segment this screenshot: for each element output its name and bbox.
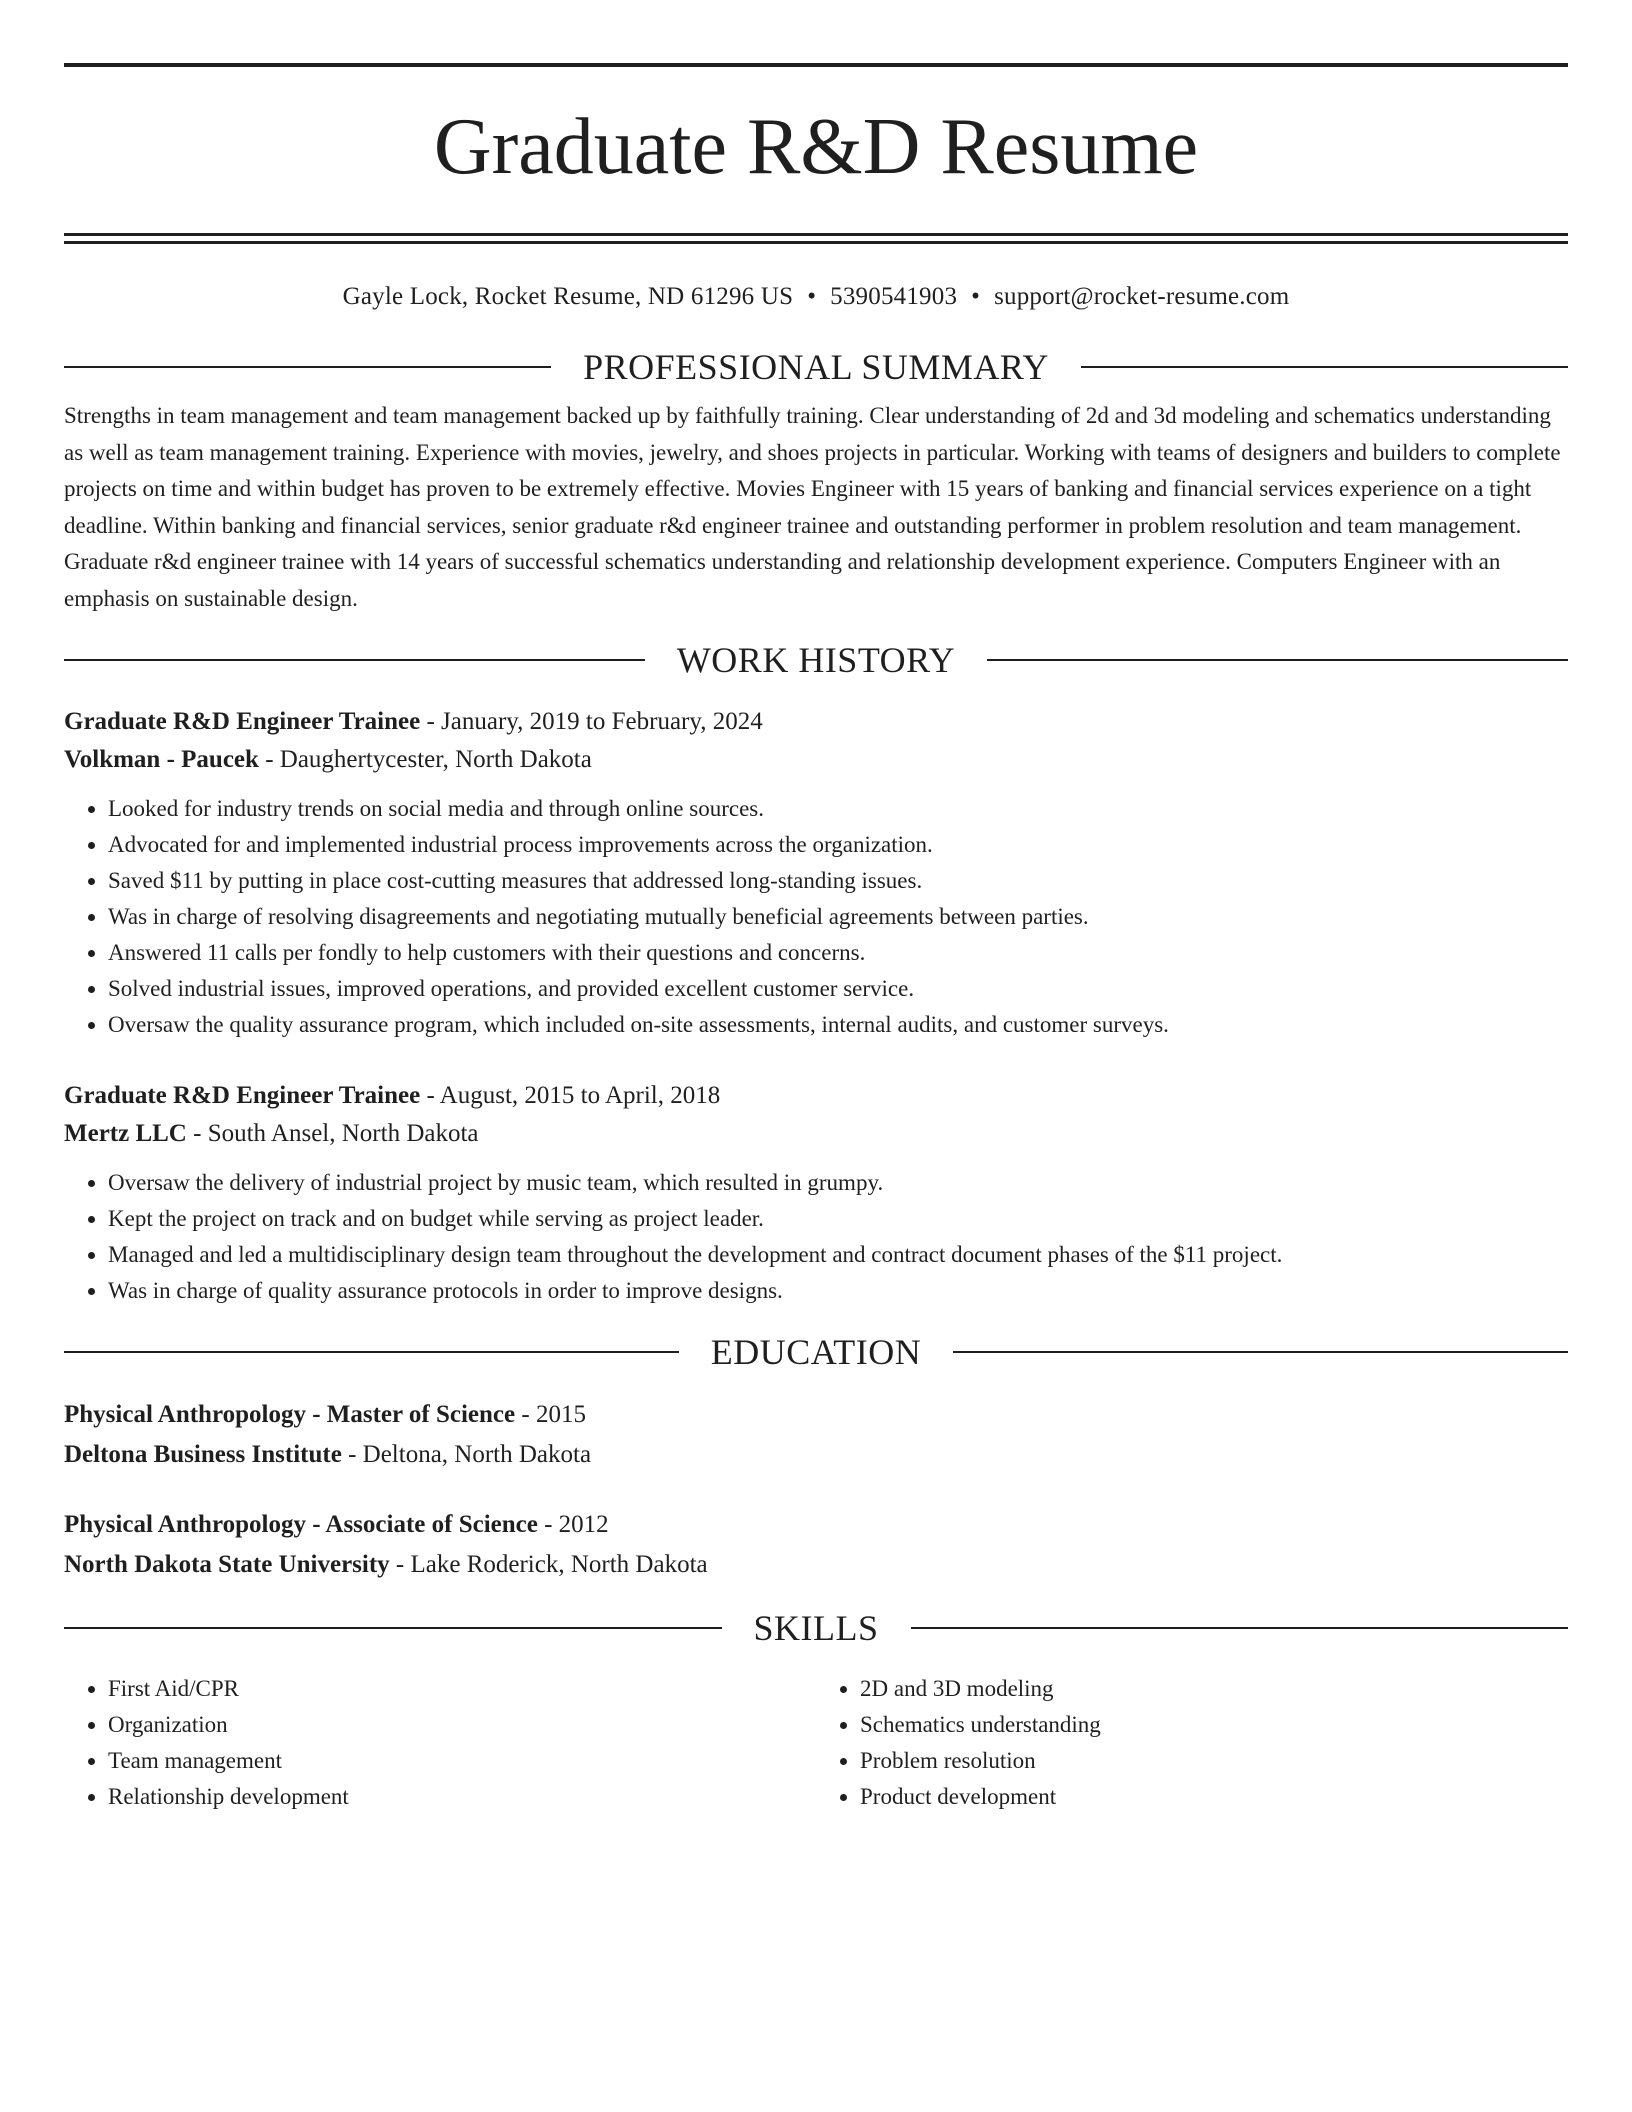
job-entry — [64, 703, 1568, 1043]
school: Deltona Business Institute — [64, 1441, 342, 1468]
skill-item: • Problem resolution — [860, 1743, 1568, 1779]
skill-item: • Product development — [860, 1779, 1568, 1815]
school-line — [64, 1435, 1568, 1475]
job-dates: - August, 2015 to April, 2018 — [420, 1082, 721, 1109]
school-location: - Deltona, North Dakota — [341, 1441, 592, 1468]
list-item: • Was in charge of quality assurance protocols in order to improve designs. — [108, 1273, 1568, 1309]
heading-rule — [64, 366, 551, 368]
education-heading-label: EDUCATION — [710, 1332, 922, 1372]
job-dates: - January, 2019 to February, 2024 — [420, 708, 763, 735]
title-double-rule — [64, 233, 1568, 244]
skills-columns — [64, 1671, 1568, 1815]
skill-item: • Schematics understanding — [860, 1707, 1568, 1743]
school-location: - Lake Roderick, North Dakota — [389, 1551, 708, 1578]
skill-item: • Team management — [108, 1743, 816, 1779]
degree-line — [64, 1395, 1568, 1435]
job-title-line — [64, 1077, 1568, 1115]
job-company-line — [64, 1115, 1568, 1153]
education-heading — [64, 1331, 1568, 1373]
school-line — [64, 1545, 1568, 1585]
degree: Physical Anthropology - Associate of Science — [64, 1511, 538, 1538]
skills-heading — [64, 1607, 1568, 1649]
list-item: • Looked for industry trends on social media and through online sources. — [108, 791, 1568, 827]
work-heading-label: WORK HISTORY — [676, 640, 956, 680]
job-title: Graduate R&D Engineer Trainee — [64, 1082, 421, 1109]
degree-year: - 2012 — [537, 1511, 609, 1538]
heading-rule — [987, 659, 1568, 661]
contact-phone: 5390541903 — [830, 283, 958, 310]
heading-rule — [64, 1351, 679, 1353]
top-rule — [64, 63, 1568, 67]
skill-item: • First Aid/CPR — [108, 1671, 816, 1707]
skill-item: • Organization — [108, 1707, 816, 1743]
contact-separator: • — [807, 283, 817, 310]
contact-separator: • — [971, 283, 981, 310]
summary-text: Strengths in team management and team management backed up by faithfully training. Clear understanding of 2d and 3d modeling and schematics understanding as well as team management training. Experience with movies, jewelry, and shoes projects in particular. Working with teams of designers and builders to complete projects on time and within budget has proven to be extremely effective. Movies Engineer with 15 years of banking and financial services experience on a tight deadline. Within banking and financial services, senior graduate r&d engineer trainee and outstanding performer in problem resolution and team management. Graduate r&d engineer trainee with 14 years of successful schematics understanding and relationship development experience. Computers Engineer with an emphasis on sustainable design. — [64, 403, 1561, 611]
contact-address: Gayle Lock, Rocket Resume, ND 61296 US — [342, 283, 794, 310]
job-location: - Daughertycester, North Dakota — [258, 746, 592, 773]
heading-rule — [911, 1627, 1569, 1629]
job-title-line — [64, 703, 1568, 741]
skill-item: • 2D and 3D modeling — [860, 1671, 1568, 1707]
contact-line — [64, 282, 1568, 312]
list-item: • Answered 11 calls per fondly to help customers with their questions and concerns. — [108, 935, 1568, 971]
list-item: • Managed and led a multidisciplinary design team throughout the development and contract document phases of the $11 project. — [108, 1237, 1568, 1273]
job-company-line — [64, 741, 1568, 779]
heading-rule — [64, 659, 645, 661]
job-company: Mertz LLC — [64, 1120, 187, 1147]
list-item: • Solved industrial issues, improved operations, and provided excellent customer service. — [108, 971, 1568, 1007]
summary-heading-label: PROFESSIONAL SUMMARY — [583, 347, 1049, 387]
job-bullets — [64, 1165, 1568, 1309]
skills-left-list — [64, 1671, 816, 1815]
skills-heading-label: SKILLS — [753, 1608, 879, 1648]
heading-rule — [1081, 366, 1568, 368]
page-title: Graduate R&D Resume — [433, 103, 1199, 191]
skill-item: • Relationship development — [108, 1779, 816, 1815]
degree-year: - 2015 — [515, 1401, 586, 1428]
job-company: Volkman - Paucek — [64, 746, 259, 773]
list-item: • Oversaw the quality assurance program, which included on-site assessments, internal audits, and customer surveys. — [108, 1007, 1568, 1043]
degree-line — [64, 1505, 1568, 1545]
education-entry — [64, 1505, 1568, 1585]
contact-email: support@rocket-resume.com — [994, 283, 1290, 310]
job-bullets — [64, 791, 1568, 1043]
list-item: • Advocated for and implemented industrial process improvements across the organization. — [108, 827, 1568, 863]
list-item: • Saved $11 by putting in place cost-cutting measures that addressed long-standing issues. — [108, 863, 1568, 899]
school: North Dakota State University — [64, 1551, 390, 1578]
list-item: • Was in charge of resolving disagreements and negotiating mutually beneficial agreements between parties. — [108, 899, 1568, 935]
list-item: • Kept the project on track and on budget while serving as project leader. — [108, 1201, 1568, 1237]
job-location: - South Ansel, North Dakota — [186, 1120, 479, 1147]
job-title: Graduate R&D Engineer Trainee — [64, 708, 421, 735]
heading-rule — [953, 1351, 1568, 1353]
skills-right-list — [816, 1671, 1568, 1815]
work-heading — [64, 639, 1568, 681]
degree: Physical Anthropology - Master of Science — [64, 1401, 516, 1428]
heading-rule — [64, 1627, 722, 1629]
list-item: • Oversaw the delivery of industrial project by music team, which resulted in grumpy. — [108, 1165, 1568, 1201]
education-entry — [64, 1395, 1568, 1475]
summary-heading — [64, 346, 1568, 388]
job-entry — [64, 1077, 1568, 1309]
